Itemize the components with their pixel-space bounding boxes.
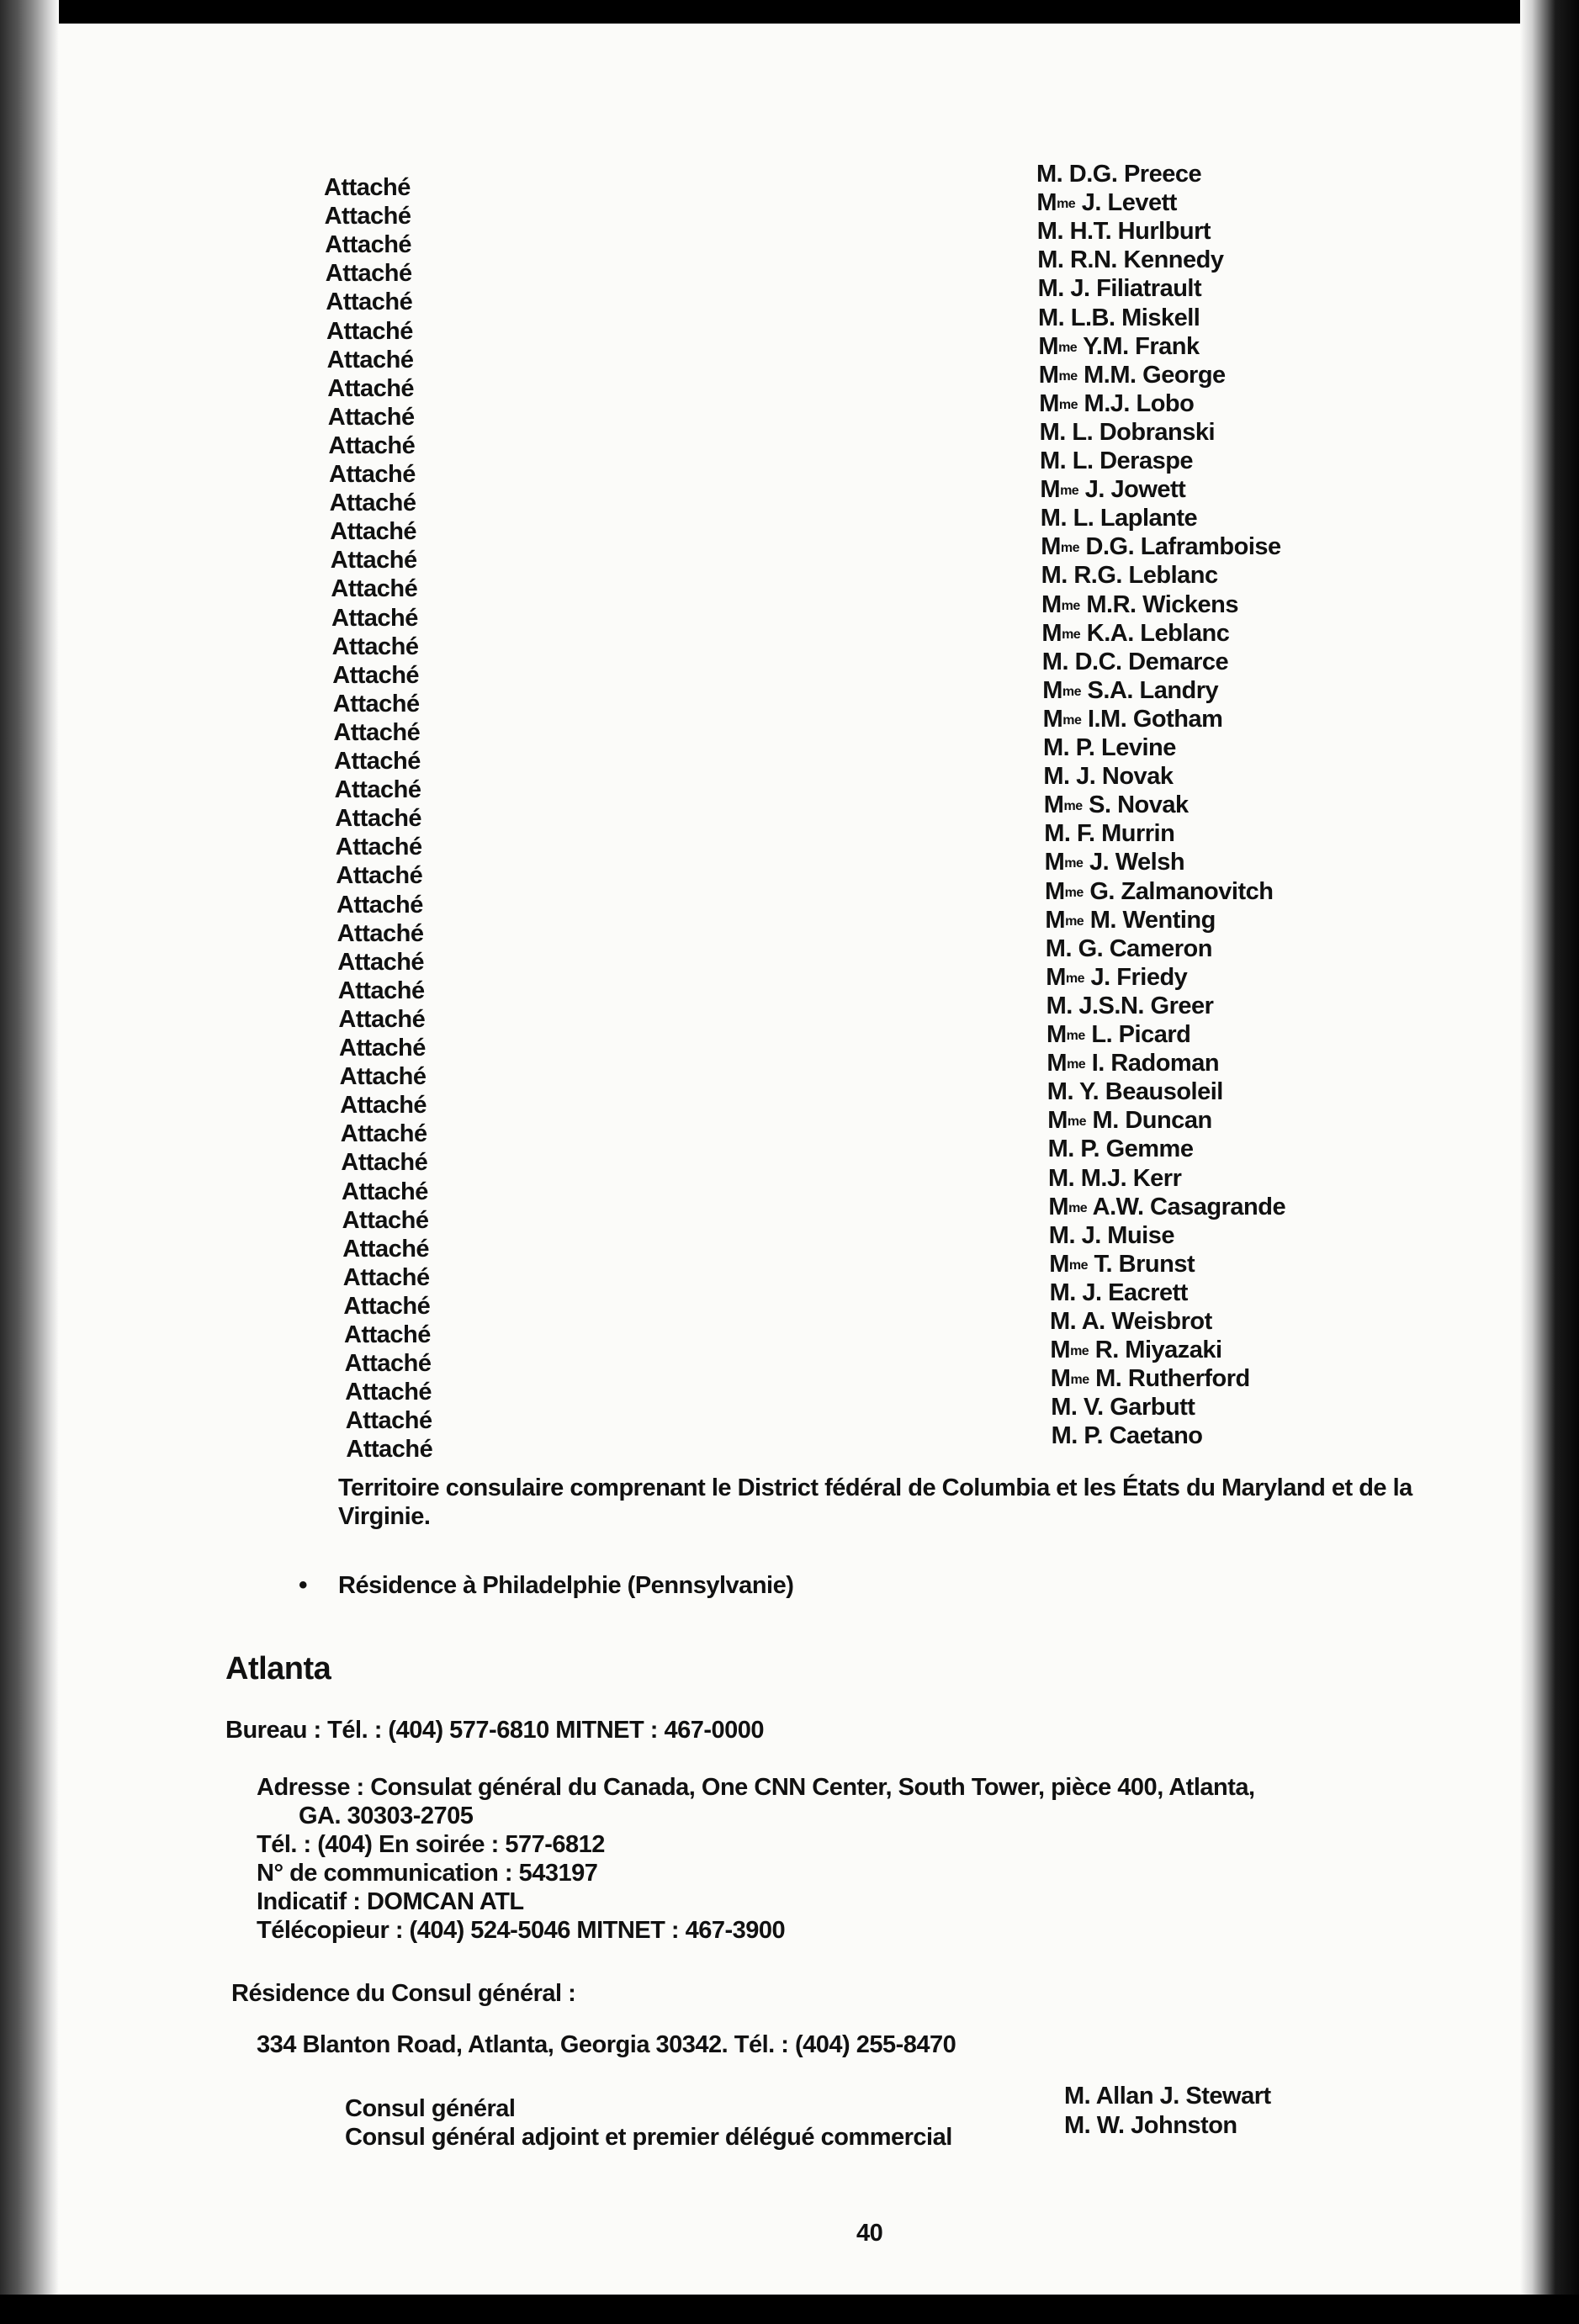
honorific-superscript: me — [1058, 340, 1078, 355]
officer-title-0: Consul général — [345, 2095, 516, 2122]
honorific-superscript: me — [1070, 1344, 1089, 1359]
staff-title: Attaché — [342, 1235, 430, 1263]
staff-name: M. Y. Beausoleil — [1046, 1078, 1223, 1106]
staff-name: M. L. Dobranski — [1039, 418, 1216, 446]
honorific-superscript: me — [1062, 712, 1082, 728]
honorific-superscript: me — [1067, 1114, 1086, 1130]
staff-title: Attaché — [336, 891, 423, 918]
staff-name: M. M.J. Kerr — [1048, 1164, 1182, 1192]
book-binding-shadow — [0, 0, 59, 2324]
staff-name: $M^{me}$ A.W. Casagrande — [1048, 1193, 1286, 1220]
staff-name: $M^{me}$ J. Welsh — [1044, 849, 1185, 876]
staff-name: $M^{me}$ M. Duncan — [1047, 1107, 1212, 1135]
staff-name: M. L. Deraspe — [1040, 447, 1194, 474]
staff-name: M. J. Eacrett — [1049, 1278, 1188, 1306]
staff-title: Attaché — [326, 317, 413, 345]
staff-title: Attaché — [337, 977, 425, 1004]
staff-title: Attaché — [332, 661, 420, 689]
staff-name: M. D.C. Demarce — [1041, 648, 1229, 675]
honorific-superscript: me — [1062, 684, 1081, 699]
honorific-superscript: me — [1068, 1257, 1088, 1273]
staff-name: $M^{me}$ M.R. Wickens — [1041, 590, 1239, 618]
staff-title: Attaché — [335, 805, 422, 833]
staff-name: M. R.G. Leblanc — [1041, 562, 1218, 590]
staff-name: $M^{me}$ T. Brunst — [1049, 1250, 1195, 1278]
staff-name: M. D.G. Preece — [1036, 161, 1202, 188]
territory-note-line-2: Virginie. — [338, 1503, 431, 1530]
staff-title: Attaché — [330, 518, 417, 546]
staff-title: Attaché — [333, 718, 421, 746]
staff-title: Attaché — [337, 948, 425, 976]
document-page — [50, 24, 1523, 2295]
honorific-superscript: me — [1062, 627, 1081, 642]
honorific-superscript: me — [1058, 368, 1078, 384]
staff-name: M. P. Levine — [1043, 734, 1176, 761]
staff-name: $M^{me}$ G. Zalmanovitch — [1045, 877, 1274, 905]
staff-title: Attaché — [342, 1206, 429, 1234]
address-line-2: GA. 30303-2705 — [299, 1803, 474, 1829]
staff-title: Attaché — [341, 1149, 428, 1177]
honorific-superscript: me — [1065, 913, 1084, 929]
staff-title: Attaché — [328, 431, 416, 459]
staff-name: M. H.T. Hurlburt — [1036, 218, 1211, 246]
staff-title: Attaché — [326, 346, 414, 373]
staff-title: Attaché — [336, 919, 424, 947]
staff-name: $M^{me}$ M. Rutherford — [1050, 1365, 1250, 1393]
staff-title: Attaché — [331, 604, 418, 632]
honorific-superscript: me — [1060, 484, 1079, 499]
tel-evening-line: Tél. : (404) En soirée : 577-6812 — [257, 1831, 605, 1858]
staff-title: Attaché — [330, 547, 417, 574]
staff-name: $M^{me}$ J. Friedy — [1046, 963, 1188, 991]
staff-name: M. J. Muise — [1048, 1221, 1174, 1249]
honorific-superscript: me — [1058, 397, 1078, 412]
officer-name-0: M. Allan J. Stewart — [1064, 2083, 1271, 2110]
section-heading-atlanta: Atlanta — [225, 1651, 331, 1686]
staff-title: Attaché — [343, 1292, 431, 1320]
staff-name: $M^{me}$ D.G. Laframboise — [1041, 533, 1281, 561]
staff-title: Attaché — [324, 174, 411, 201]
staff-title: Attaché — [324, 203, 411, 230]
staff-name: M. F. Murrin — [1044, 820, 1175, 848]
staff-title: Attaché — [335, 834, 422, 861]
staff-name: M. J. Novak — [1043, 763, 1174, 791]
staff-name: M. P. Caetano — [1051, 1422, 1203, 1450]
staff-name: M. V. Garbutt — [1051, 1394, 1195, 1421]
honorific-superscript: me — [1064, 885, 1084, 900]
honorific-superscript: me — [1067, 1057, 1086, 1072]
honorific-superscript: me — [1066, 1029, 1085, 1043]
honorific-superscript: me — [1065, 971, 1084, 986]
staff-name: M. L.B. Miskell — [1038, 304, 1200, 331]
scan-bottom-edge — [0, 2295, 1579, 2324]
bureau-line: Bureau : Tél. : (404) 577-6810 MITNET : 467-0000 — [225, 1717, 765, 1744]
honorific-superscript: me — [1061, 598, 1080, 613]
honorific-superscript: me — [1070, 1373, 1089, 1388]
staff-title: Attaché — [334, 776, 421, 804]
staff-title: Attaché — [327, 374, 415, 402]
honorific-superscript: me — [1057, 197, 1076, 212]
staff-title: Attaché — [325, 231, 412, 259]
staff-title: Attaché — [338, 1005, 426, 1033]
staff-title: Attaché — [332, 690, 420, 717]
territory-note-line-1: Territoire consulaire comprenant le District fédéral de Columbia et les États du Maryland et de la — [338, 1474, 1412, 1501]
honorific-superscript: me — [1068, 1200, 1088, 1215]
staff-name: $M^{me}$ I. Radoman — [1046, 1050, 1220, 1077]
staff-name: $M^{me}$ K.A. Leblanc — [1041, 619, 1230, 647]
staff-name: M. P. Gemme — [1047, 1136, 1194, 1163]
staff-name: M. L. Laplante — [1040, 505, 1198, 532]
staff-title: Attaché — [325, 260, 412, 288]
scan-top-edge — [0, 0, 1579, 24]
callsign-line: Indicatif : DOMCAN ATL — [257, 1888, 524, 1915]
staff-title: Attaché — [331, 575, 418, 603]
staff-title: Attaché — [342, 1263, 430, 1291]
staff-name: $M^{me}$ S. Novak — [1043, 791, 1189, 819]
staff-title: Attaché — [345, 1407, 432, 1435]
staff-title: Attaché — [344, 1321, 431, 1348]
staff-name: $M^{me}$ M. Wenting — [1045, 906, 1216, 934]
residence-address: 334 Blanton Road, Atlanta, Georgia 30342. Tél. : (404) 255-8470 — [257, 2031, 956, 2058]
officer-title-1: Consul général adjoint et premier délégué commercial — [345, 2124, 952, 2151]
honorific-superscript: me — [1060, 541, 1079, 556]
staff-name: $M^{me}$ J. Jowett — [1040, 476, 1186, 504]
staff-title: Attaché — [331, 633, 419, 660]
staff-name: $M^{me}$ M.J. Lobo — [1039, 389, 1195, 417]
honorific-superscript: me — [1063, 799, 1083, 814]
officer-name-1: M. W. Johnston — [1064, 2112, 1237, 2139]
staff-title: Attaché — [334, 748, 421, 775]
staff-title: Attaché — [339, 1063, 427, 1091]
staff-name: M. R.N. Kennedy — [1037, 246, 1224, 274]
staff-title: Attaché — [329, 461, 416, 488]
staff-title: Attaché — [345, 1379, 432, 1406]
staff-name: $M^{me}$ Y.M. Frank — [1038, 332, 1200, 360]
comm-number-line: N° de communication : 543197 — [257, 1860, 598, 1887]
staff-title: Attaché — [327, 403, 415, 431]
page-number: 40 — [856, 2220, 883, 2247]
bullet-icon: • — [299, 1571, 308, 1599]
residence-note: Résidence à Philadelphie (Pennsylvanie) — [338, 1572, 794, 1599]
staff-name: $M^{me}$ R. Miyazaki — [1050, 1337, 1222, 1364]
fax-line: Télécopieur : (404) 524-5046 MITNET : 467-3900 — [257, 1917, 786, 1944]
staff-name: $M^{me}$ I.M. Gotham — [1042, 705, 1223, 733]
staff-name: M. G. Cameron — [1045, 934, 1212, 962]
staff-title: Attaché — [340, 1092, 427, 1120]
honorific-superscript: me — [1064, 856, 1084, 871]
staff-title: Attaché — [342, 1178, 428, 1205]
staff-title: Attaché — [346, 1436, 433, 1464]
staff-name: $M^{me}$ J. Levett — [1036, 189, 1177, 217]
staff-name: M. A. Weisbrot — [1050, 1308, 1212, 1335]
staff-name: $M^{me}$ S.A. Landry — [1042, 676, 1219, 704]
staff-title: Attaché — [336, 862, 423, 890]
staff-name: M. J. Filiatrault — [1037, 275, 1202, 303]
staff-name: $M^{me}$ M.M. George — [1038, 361, 1226, 389]
staff-title: Attaché — [340, 1120, 427, 1148]
staff-title: Attaché — [329, 490, 416, 517]
address-line-1: Adresse : Consulat général du Canada, One CNN Center, South Tower, pièce 400, Atlanta, — [257, 1774, 1255, 1801]
staff-name: M. J.S.N. Greer — [1046, 992, 1214, 1019]
staff-name: $M^{me}$ L. Picard — [1046, 1021, 1191, 1048]
staff-title: Attaché — [339, 1035, 426, 1061]
residence-heading: Résidence du Consul général : — [231, 1980, 576, 2007]
staff-title: Attaché — [326, 289, 413, 316]
staff-title: Attaché — [344, 1350, 432, 1378]
scan-right-edge — [1520, 0, 1579, 2324]
